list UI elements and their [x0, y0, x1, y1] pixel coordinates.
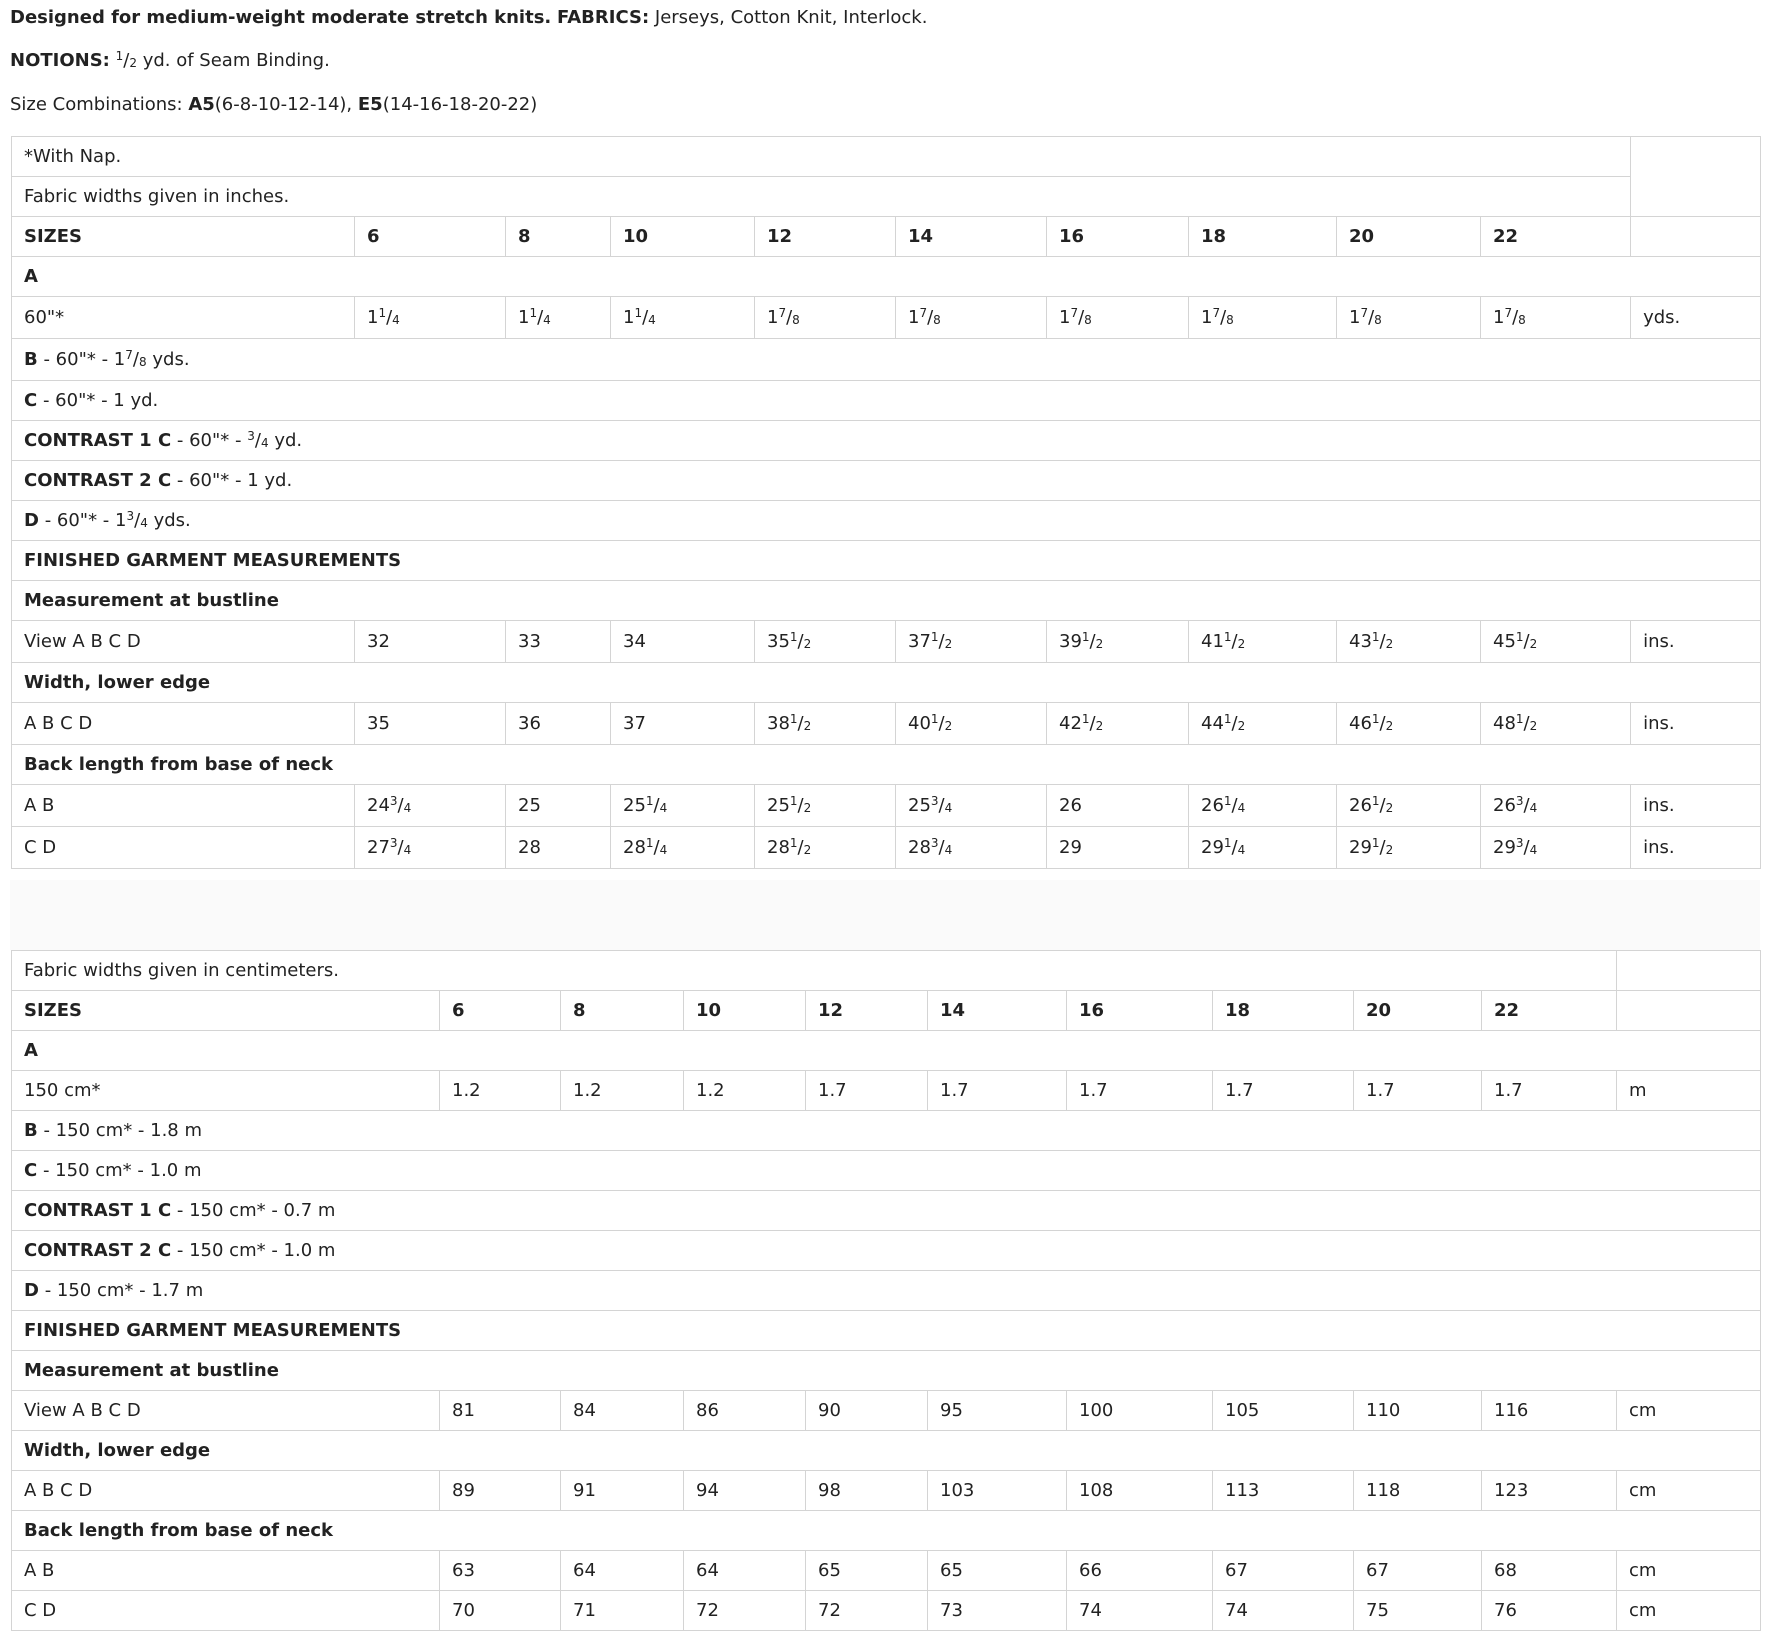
table-row — [12, 621, 1761, 663]
size-value: $28^1/_2$ — [755, 827, 896, 869]
size-header: 14 — [896, 217, 1047, 257]
size-combinations-line — [10, 94, 537, 116]
size-value: $26^3/_4$ — [1481, 785, 1631, 827]
table-row — [12, 1391, 1761, 1431]
sizes-label: SIZES — [12, 991, 440, 1031]
size-header: 20 — [1337, 217, 1481, 257]
size-value: 100 — [1067, 1391, 1213, 1431]
fabrics-label: FABRICS: — [557, 7, 650, 28]
size-value: 1.7 — [928, 1071, 1067, 1111]
view-a-heading: A — [12, 1031, 1761, 1071]
intro-designed-text: Designed for medium-weight moderate stretch knits. — [10, 7, 552, 28]
size-header: 8 — [506, 217, 611, 257]
size-value: $44^1/_2$ — [1189, 703, 1337, 745]
size-value: 110 — [1354, 1391, 1482, 1431]
size-value: 33 — [506, 621, 611, 663]
size-value: 70 — [440, 1591, 561, 1631]
size-combo-e5: E5 — [357, 94, 383, 115]
size-value: 29 — [1047, 827, 1189, 869]
contrast-2-yardage: CONTRAST 2 C - 150 cm* - 1.0 m — [12, 1231, 1761, 1271]
size-value: $1^7/_8$ — [1047, 297, 1189, 339]
unit-label: ins. — [1631, 703, 1761, 745]
size-value: 67 — [1354, 1551, 1482, 1591]
size-combo-a5-sizes: (6-8-10-12-14), — [214, 94, 353, 115]
size-value: 108 — [1067, 1471, 1213, 1511]
metric-yardage-table — [11, 950, 1761, 1631]
size-value: 116 — [1482, 1391, 1617, 1431]
lower-edge-heading: Width, lower edge — [12, 1431, 1761, 1471]
row-label: 60"* — [12, 297, 355, 339]
unit-label: ins. — [1631, 785, 1761, 827]
size-header: 16 — [1047, 217, 1189, 257]
size-header: 14 — [928, 991, 1067, 1031]
size-header: 12 — [755, 217, 896, 257]
size-value: $1^7/_8$ — [1481, 297, 1631, 339]
size-header: 12 — [806, 991, 928, 1031]
table-spacer — [10, 880, 1760, 950]
size-value: 90 — [806, 1391, 928, 1431]
size-value: 66 — [1067, 1551, 1213, 1591]
unit-label: cm — [1617, 1551, 1761, 1591]
size-combo-a5: A5 — [188, 94, 215, 115]
contrast-1-yardage: CONTRAST 1 C - 150 cm* - 0.7 m — [12, 1191, 1761, 1231]
table-row — [12, 785, 1761, 827]
size-value: $29^1/_4$ — [1189, 827, 1337, 869]
size-value: 84 — [561, 1391, 684, 1431]
size-header: 10 — [684, 991, 806, 1031]
table-row — [12, 1551, 1761, 1591]
size-value: $38^1/_2$ — [755, 703, 896, 745]
size-value: 65 — [806, 1551, 928, 1591]
contrast-1-yardage: CONTRAST 1 C - 60"* - $^3/_4$ yd. — [12, 421, 1761, 461]
notions-fraction: $^1/_2$ — [115, 49, 137, 71]
view-a-heading: A — [12, 257, 1761, 297]
table-row — [12, 1471, 1761, 1511]
size-value: 1.2 — [684, 1071, 806, 1111]
size-value: $46^1/_2$ — [1337, 703, 1481, 745]
fabric-width-note: Fabric widths given in inches. — [12, 177, 1631, 217]
size-value: 81 — [440, 1391, 561, 1431]
size-value: 1.7 — [1067, 1071, 1213, 1111]
row-label: View A B C D — [12, 1391, 440, 1431]
size-value: $1^7/_8$ — [1189, 297, 1337, 339]
size-header: 22 — [1482, 991, 1617, 1031]
size-combinations-label: Size Combinations: — [10, 94, 183, 115]
row-label: A B C D — [12, 703, 355, 745]
size-value: 74 — [1067, 1591, 1213, 1631]
size-value: 32 — [355, 621, 506, 663]
size-value: 71 — [561, 1591, 684, 1631]
size-value: 1.7 — [1482, 1071, 1617, 1111]
sizes-label: SIZES — [12, 217, 355, 257]
contrast-2-yardage: CONTRAST 2 C - 60"* - 1 yd. — [12, 461, 1761, 501]
size-value: 1.7 — [1213, 1071, 1354, 1111]
size-value: 94 — [684, 1471, 806, 1511]
view-d-yardage: D - 60"* - $1^3/_4$ yds. — [12, 501, 1761, 541]
size-value: 64 — [561, 1551, 684, 1591]
size-value: $37^1/_2$ — [896, 621, 1047, 663]
row-label: C D — [12, 1591, 440, 1631]
unit-label: m — [1617, 1071, 1761, 1111]
fabric-width-note-metric: Fabric widths given in centimeters. — [12, 951, 1617, 991]
size-value: 67 — [1213, 1551, 1354, 1591]
size-value: $39^1/_2$ — [1047, 621, 1189, 663]
nap-note: *With Nap. — [12, 137, 1631, 177]
view-c-yardage: C - 150 cm* - 1.0 m — [12, 1151, 1761, 1191]
size-value: 76 — [1482, 1591, 1617, 1631]
size-value: 1.2 — [440, 1071, 561, 1111]
row-label: View A B C D — [12, 621, 355, 663]
size-header: 20 — [1354, 991, 1482, 1031]
size-value: 75 — [1354, 1591, 1482, 1631]
lower-edge-heading: Width, lower edge — [12, 663, 1761, 703]
size-value: 26 — [1047, 785, 1189, 827]
row-label: A B — [12, 1551, 440, 1591]
size-header: 8 — [561, 991, 684, 1031]
size-value: 95 — [928, 1391, 1067, 1431]
table-row — [12, 1071, 1761, 1111]
size-value: 1.7 — [1354, 1071, 1482, 1111]
unit-label: cm — [1617, 1471, 1761, 1511]
blank-cell — [1631, 137, 1761, 217]
size-value: $48^1/_2$ — [1481, 703, 1631, 745]
fabric-description — [10, 7, 927, 29]
view-d-yardage: D - 150 cm* - 1.7 m — [12, 1271, 1761, 1311]
size-value: $1^7/_8$ — [896, 297, 1047, 339]
size-value: $45^1/_2$ — [1481, 621, 1631, 663]
size-header: 16 — [1067, 991, 1213, 1031]
size-value: 64 — [684, 1551, 806, 1591]
unit-label: cm — [1617, 1591, 1761, 1631]
size-value: 65 — [928, 1551, 1067, 1591]
sizes-header-row — [12, 991, 1761, 1031]
size-value: $40^1/_2$ — [896, 703, 1047, 745]
sizes-header-row — [12, 217, 1761, 257]
blank-cell — [1617, 991, 1761, 1031]
size-combo-e5-sizes: (14-16-18-20-22) — [382, 94, 538, 115]
size-value: $25^1/_4$ — [611, 785, 755, 827]
view-b-yardage: B - 150 cm* - 1.8 m — [12, 1111, 1761, 1151]
size-value: 28 — [506, 827, 611, 869]
size-value: 105 — [1213, 1391, 1354, 1431]
imperial-yardage-table — [11, 136, 1761, 869]
notions-label: NOTIONS: — [10, 50, 110, 71]
notions-text: yd. of Seam Binding. — [142, 50, 330, 71]
size-value: 103 — [928, 1471, 1067, 1511]
blank-cell — [1631, 217, 1761, 257]
back-length-heading: Back length from base of neck — [12, 745, 1761, 785]
bustline-heading: Measurement at bustline — [12, 1351, 1761, 1391]
table-row — [12, 297, 1761, 339]
size-value: $1^7/_8$ — [1337, 297, 1481, 339]
size-value: $29^3/_4$ — [1481, 827, 1631, 869]
unit-label: ins. — [1631, 827, 1761, 869]
size-value: 1.7 — [806, 1071, 928, 1111]
size-header: 18 — [1213, 991, 1354, 1031]
size-value: $43^1/_2$ — [1337, 621, 1481, 663]
size-value: 37 — [611, 703, 755, 745]
size-value: 118 — [1354, 1471, 1482, 1511]
size-header: 22 — [1481, 217, 1631, 257]
size-value: 36 — [506, 703, 611, 745]
size-value: $1^1/_4$ — [355, 297, 506, 339]
view-b-yardage: B - 60"* - $1^7/_8$ yds. — [12, 339, 1761, 381]
fabrics-list: Jerseys, Cotton Knit, Interlock. — [654, 7, 928, 28]
size-value: $26^1/_2$ — [1337, 785, 1481, 827]
size-value: $26^1/_4$ — [1189, 785, 1337, 827]
table-row — [12, 703, 1761, 745]
size-value: $1^7/_8$ — [755, 297, 896, 339]
size-value: $28^3/_4$ — [896, 827, 1047, 869]
size-value: 35 — [355, 703, 506, 745]
size-value: 68 — [1482, 1551, 1617, 1591]
size-value: $25^3/_4$ — [896, 785, 1047, 827]
notions-line — [10, 50, 330, 72]
unit-label: cm — [1617, 1391, 1761, 1431]
size-header: 6 — [440, 991, 561, 1031]
size-value: $25^1/_2$ — [755, 785, 896, 827]
size-value: 89 — [440, 1471, 561, 1511]
size-value: 91 — [561, 1471, 684, 1511]
finished-measurements-heading: FINISHED GARMENT MEASUREMENTS — [12, 541, 1761, 581]
size-value: 86 — [684, 1391, 806, 1431]
size-value: $1^1/_4$ — [611, 297, 755, 339]
size-value: $42^1/_2$ — [1047, 703, 1189, 745]
size-value: 74 — [1213, 1591, 1354, 1631]
blank-cell — [1617, 951, 1761, 991]
size-header: 18 — [1189, 217, 1337, 257]
table-row — [12, 1591, 1761, 1631]
size-value: 113 — [1213, 1471, 1354, 1511]
size-value: 72 — [684, 1591, 806, 1631]
size-value: $1^1/_4$ — [506, 297, 611, 339]
size-value: 72 — [806, 1591, 928, 1631]
size-header: 6 — [355, 217, 506, 257]
unit-label: ins. — [1631, 621, 1761, 663]
size-value: 63 — [440, 1551, 561, 1591]
table-row — [12, 827, 1761, 869]
size-value: 123 — [1482, 1471, 1617, 1511]
size-value: 1.2 — [561, 1071, 684, 1111]
size-value: $28^1/_4$ — [611, 827, 755, 869]
row-label: A B — [12, 785, 355, 827]
size-value: 34 — [611, 621, 755, 663]
size-value: 25 — [506, 785, 611, 827]
size-value: $29^1/_2$ — [1337, 827, 1481, 869]
size-value: 73 — [928, 1591, 1067, 1631]
size-value: 98 — [806, 1471, 928, 1511]
row-label: A B C D — [12, 1471, 440, 1511]
size-value: $27^3/_4$ — [355, 827, 506, 869]
size-header: 10 — [611, 217, 755, 257]
row-label: C D — [12, 827, 355, 869]
bustline-heading: Measurement at bustline — [12, 581, 1761, 621]
finished-measurements-heading: FINISHED GARMENT MEASUREMENTS — [12, 1311, 1761, 1351]
size-value: $41^1/_2$ — [1189, 621, 1337, 663]
unit-label: yds. — [1631, 297, 1761, 339]
row-label: 150 cm* — [12, 1071, 440, 1111]
back-length-heading: Back length from base of neck — [12, 1511, 1761, 1551]
view-c-yardage: C - 60"* - 1 yd. — [12, 381, 1761, 421]
size-value: $24^3/_4$ — [355, 785, 506, 827]
size-value: $35^1/_2$ — [755, 621, 896, 663]
